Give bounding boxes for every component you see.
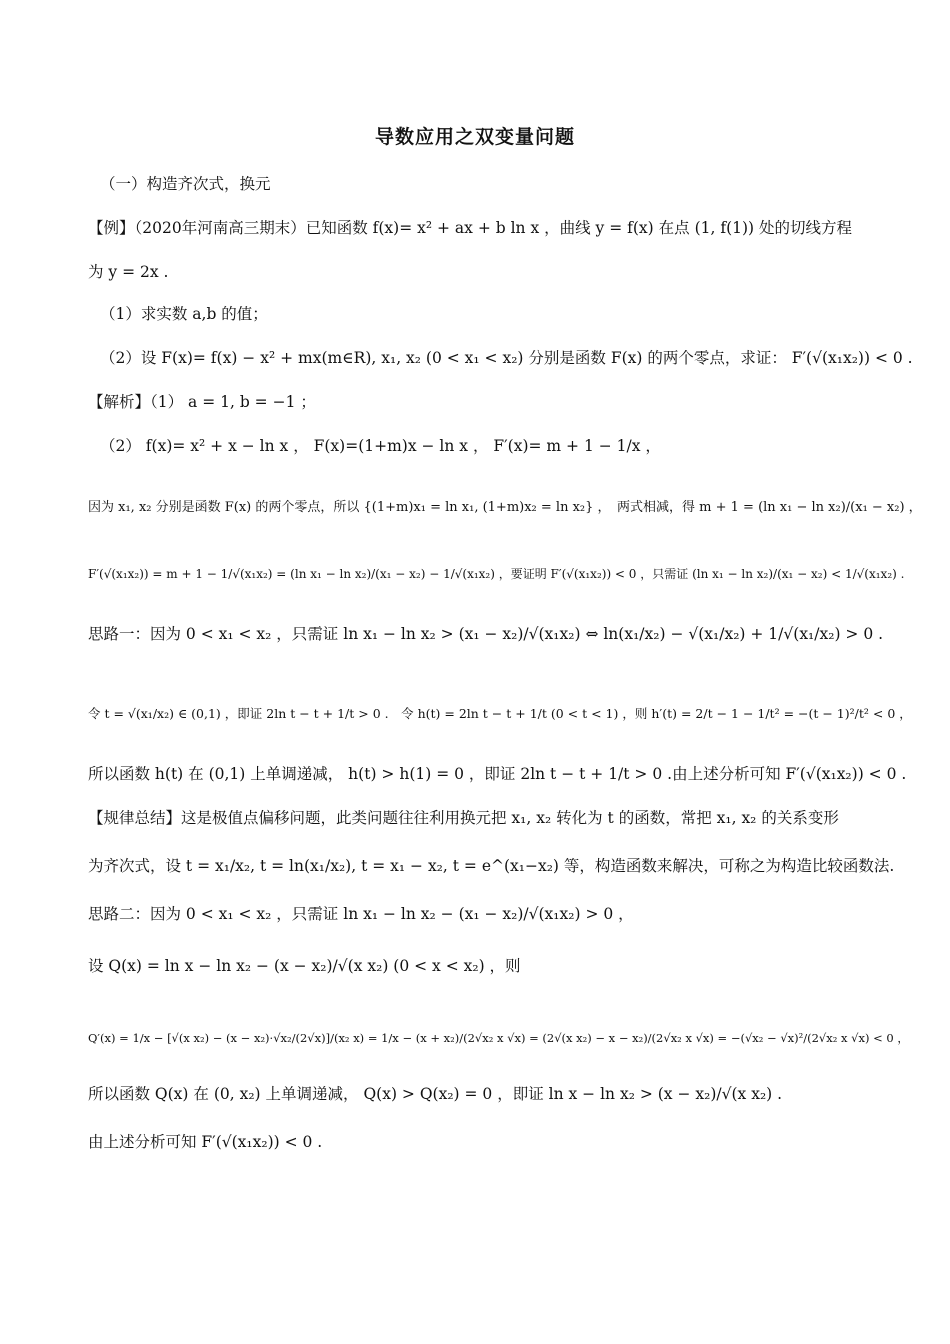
derivative-at-geomean-line: F′(√(x₁x₂)) = m + 1 − 1/√(x₁x₂) = (ln x₁ − ln x₂)/(x₁ − x₂) − 1/√(x₁x₂) ，要证明 F′(√(x₁x₂)) < 0 ，只需证 (ln x₁ − ln x₂)/(x₁ − x₂) < 1/√(x₁x₂) . (88, 567, 905, 581)
final-conclusion-line: 由上述分析可知 F′(√(x₁x₂)) < 0 . (88, 1133, 323, 1151)
question-2: （2）设 F(x)= f(x) − x² + mx(m∈R), x₁, x₂ (0 < x₁ < x₂) 分别是函数 F(x) 的两个零点，求证： F′(√(x₁x₂)) < 0 . (100, 349, 913, 367)
q-monotonic-line: 所以函数 Q(x) 在 (0, x₂) 上单调递减， Q(x) > Q(x₂) = 0 ，即证 ln x − ln x₂ > (x − x₂)/√(x x₂) . (88, 1085, 783, 1103)
example-statement-line-2: 为 y = 2x . (88, 263, 169, 281)
section-heading: （一）构造齐次式，换元 (100, 175, 271, 193)
define-q-line: 设 Q(x) = ln x − ln x₂ − (x − x₂)/√(x x₂) (0 < x < x₂) ，则 (88, 957, 521, 975)
solution-part-2: （2） f(x)= x² + x − ln x ， F(x)=(1+m)x − ln x ， F′(x)= m + 1 − 1/x ， (100, 437, 661, 455)
approach-one-line: 思路一：因为 0 < x₁ < x₂ ，只需证 ln x₁ − ln x₂ > (x₁ − x₂)/√(x₁x₂) ⇔ ln(x₁/x₂) − √(x₁/x₂) + 1/√(x₁/x₂) > 0 . (88, 625, 884, 643)
example-statement-line-1: 【例】（2020年河南高三期末）已知函数 f(x)= x² + ax + b ln x ，曲线 y = f(x) 在点 (1, f(1)) 处的切线方程 (88, 219, 852, 237)
approach-two-line: 思路二：因为 0 < x₁ < x₂ ，只需证 ln x₁ − ln x₂ − (x₁ − x₂)/√(x₁x₂) > 0 ， (88, 905, 634, 923)
summary-line-1: 【规律总结】这是极值点偏移问题，此类问题往往利用换元把 x₁, x₂ 转化为 t 的函数，常把 x₁, x₂ 的关系变形 (88, 809, 839, 827)
question-1: （1）求实数 a,b 的值； (100, 305, 268, 323)
document-title: 导数应用之双变量问题 (374, 126, 575, 148)
zeros-system-line: 因为 x₁, x₂ 分别是函数 F(x) 的两个零点，所以 {(1+m)x₁ = ln x₁, (1+m)x₂ = ln x₂} ， 两式相减，得 m + 1 = (ln x₁ − ln x₂)/(x₁ − x₂) ， (88, 500, 922, 515)
monotonic-conclusion-line: 所以函数 h(t) 在 (0,1) 上单调递减， h(t) > h(1) = 0 ，即证 2ln t − t + 1/t > 0 .由上述分析可知 F′(√(x₁x₂)) < 0 . (88, 765, 907, 783)
q-derivative-line: Q′(x) = 1/x − [√(x x₂) − (x − x₂)·√x₂/(2√x)]/(x₂ x) = 1/x − (x + x₂)/(2√x₂ x √x) = (2√(x x₂) − x − x₂)/(2√x₂ x √x) = −(√x₂ − √x)²/(2√x₂ x √x) < 0 ， (88, 1031, 909, 1045)
substitution-line: 令 t = √(x₁/x₂) ∈ (0,1) ，即证 2ln t − t + 1/t > 0 . 令 h(t) = 2ln t − t + 1/t (0 < t < 1) ，则 h′(t) = 2/t − 1 − 1/t² = −(t − 1)²/t² < 0 ， (88, 706, 912, 721)
summary-line-2: 为齐次式，设 t = x₁/x₂, t = ln(x₁/x₂), t = x₁ − x₂, t = e^(x₁−x₂) 等，构造函数来解决，可称之为构造比较函数法. (88, 857, 895, 875)
solution-part-1: 【解析】（1） a = 1, b = −1 ； (88, 393, 316, 411)
